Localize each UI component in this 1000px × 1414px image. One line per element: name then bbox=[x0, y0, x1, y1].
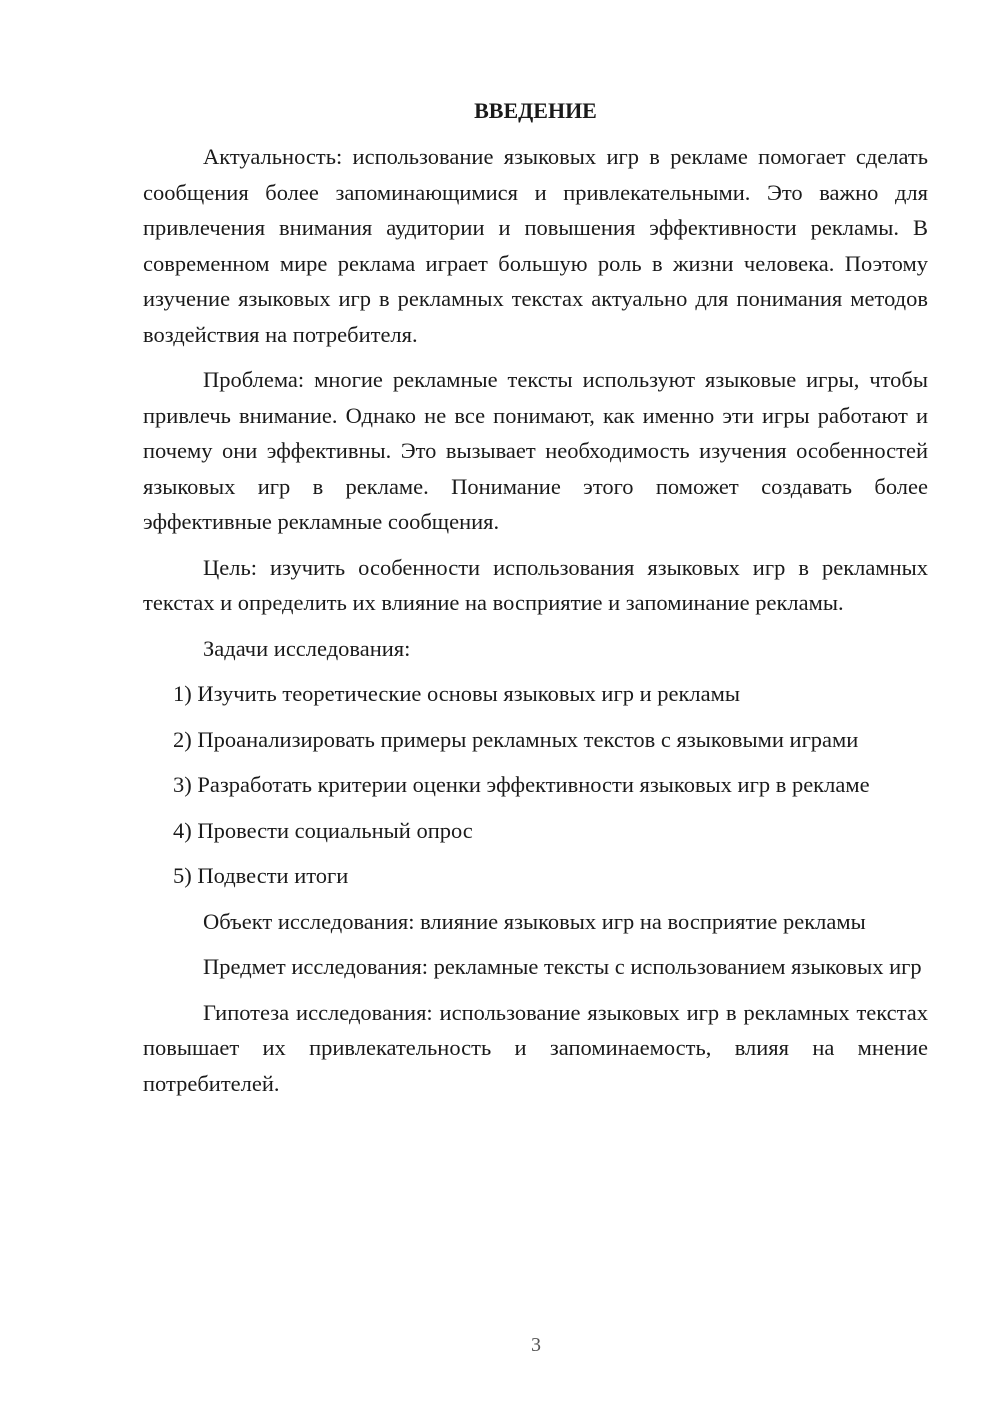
tasks-intro: Задачи исследования: bbox=[203, 635, 411, 661]
subject-paragraph: Предмет исследования: рекламные тексты с использованием языковых игр bbox=[203, 954, 922, 979]
section-heading: ВВЕДЕНИЕ bbox=[474, 98, 597, 123]
task-item-4: 4) Провести социальный опрос bbox=[173, 817, 473, 843]
problem-paragraph: Проблема: многие рекламные тексты используют языковые игры, чтобы привлечь внимание. Однако не все понимают, как именно эти игры работают и почему они эффективны. Это вызывает необходимость изучения особенностей языковых игр в рекламе. Понимание этого поможет создавать более эффективные рекламные сообщения. bbox=[143, 367, 928, 534]
task-item-1: 1) Изучить теоретические основы языковых игр и рекламы bbox=[173, 681, 740, 706]
goal-paragraph: Цель: изучить особенности использования языковых игр в рекламных текстах и определить их влияние на восприятие и запоминание рекламы. bbox=[143, 554, 928, 615]
task-item-5: 5) Подвести итоги bbox=[173, 863, 349, 888]
page-content bbox=[143, 93, 928, 1111]
task-item-2: 2) Проанализировать примеры рекламных текстов с языковыми играми bbox=[173, 726, 859, 752]
relevance-paragraph: Актуальность: использование языковых игр в рекламе помогает сделать сообщения более запоминающимися и привлекательными. Это важно для привлечения внимания аудитории и повышения эффективности рекламы. В современном мире реклама играет большую роль в жизни человека. Поэтому изучение языковых игр в рекламных текстах актуально для понимания методов воздействия на потребителя. bbox=[143, 144, 928, 347]
page-number: 3 bbox=[531, 1334, 541, 1356]
task-item-3: 3) Разработать критерии оценки эффективности языковых игр в рекламе bbox=[173, 772, 870, 797]
object-paragraph: Объект исследования: влияние языковых игр на восприятие рекламы bbox=[203, 908, 866, 934]
hypothesis-paragraph: Гипотеза исследования: использование языковых игр в рекламных текстах повышает их привлекательность и запоминаемость, влияя на мнение потребителей. bbox=[143, 999, 928, 1096]
